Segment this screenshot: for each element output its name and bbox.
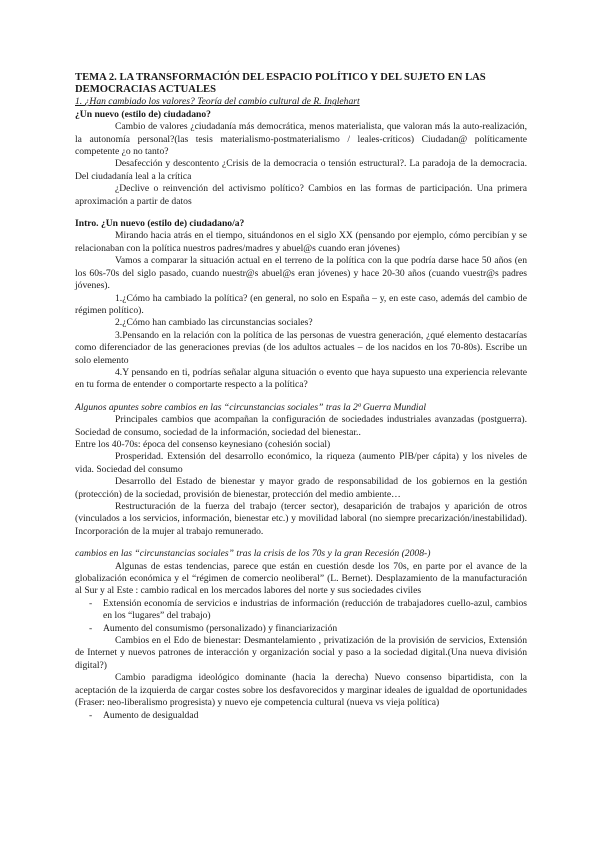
- heading-crisis-changes: cambios en las “circunstancias sociales” tras la crisis de los 70s y la gran Recesión (2008-): [75, 548, 431, 560]
- paragraph-labour-restructuring: Restructuración de la fuerza del trabajo (tercer sector), desaparición de trabajos y aparición de otros (vinculados a los servicios, información, bienestar etc.) y movilidad laboral (no siempre precarización/inestabilidad). Incorporación de la mujer al trabajo remunerado.: [75, 501, 527, 537]
- section-heading-values: 1. ¿Han cambiado los valores? Teoría del cambio cultural de R. Inglehart: [75, 96, 360, 108]
- paragraph-looking-back: Mirando hacia atrás en el tiempo, situándonos en el siglo XX (pensando por ejemplo, cómo percibían y se relacionaban con la política nuestros padres/madres y abuel@s cuando eran jóvenes): [75, 230, 527, 254]
- paragraph-disaffection: Desafección y descontento ¿Crisis de la democracia o tensión estructural?. La paradoja de la democracia. Del ciudadanía leal a la crítica: [75, 158, 527, 182]
- bullet-consumerism: Aumento del consumismo (personalizado) y financiarización: [103, 622, 338, 634]
- bullet-item: [75, 710, 527, 722]
- bullet-dash: -: [89, 622, 93, 634]
- paragraph-compare: Vamos a comparar la situación actual en el terreno de la política con la que podría darse hace 50 años (en los 60s-70s del siglo pasado, cuando nuestr@s abuel@s eran jóvenes) y hace 20-30 años (cuando vuestr@s padres jóvenes).: [75, 255, 527, 292]
- document-page: [75, 72, 527, 722]
- paragraph-activism: ¿Declive o reinvención del activismo político? Cambios en las formas de participación. Una primera aproximación a partir de datos: [75, 183, 527, 207]
- paragraph-value-change: Cambio de valores ¿ciudadanía más democrática, menos materialista, que valoran más la auto-realización, la autonomía personal?(las tesis materialismo-postmaterialismo / leales-críticos) Ciudadan@ políticamente competente ¿o no tanto?: [75, 121, 527, 158]
- bullet-dash: -: [89, 709, 93, 721]
- paragraph-prosperity: Prosperidad. Extensión del desarrollo económico, la riqueza (aumento PIB/per cápita) y los niveles de vida. Sociedad del consumo: [75, 451, 527, 475]
- paragraph-main-changes: Principales cambios que acompañan la configuración de sociedades industriales avanzadas (postguerra). Sociedad de consumo, sociedad de la información, sociedad del bienestar..: [75, 414, 527, 438]
- heading-intro: Intro. ¿Un nuevo (estilo de) ciudadano/a?: [75, 218, 245, 230]
- document-title: TEMA 2. LA TRANSFORMACIÓN DEL ESPACIO POLÍTICO Y DEL SUJETO EN LAS DEMOCRACIAS ACTUALES: [75, 72, 486, 96]
- bullet-inequality: Aumento de desigualdad: [103, 709, 199, 721]
- paragraph-globalization: Algunas de estas tendencias, parece que están en cuestión desde los 70s, en parte por el avance de la globalización económica y el “régimen de comercio neoliberal” (L. Bernet). Desplazamiento de la manufacturación al Sur y al Este : cambio radical en los mercados labores del norte y sus sociedades civiles: [75, 560, 527, 597]
- heading-postwar-changes: Algunos apuntes sobre cambios en las “circunstancias sociales” tras la 2ª Guerra Mundial: [75, 401, 427, 413]
- paragraph-keynesian: Entre los 40-70s: época del consenso keynesiano (cohesión social): [75, 438, 331, 450]
- question-3: 3.Pensando en la relación con la política de las personas de vuestra generación, ¿qué elemento destacarías como diferenciador de las generaciones previas (de los adultos actuales – de los nacidos en los 70-80s). Escribe un solo elemento: [75, 329, 527, 366]
- paragraph-ideological-shift: Cambio paradigma ideológico dominante (hacia la derecha) Nuevo consenso bipartidista, con la aceptación de la izquierda de cargar costes sobre los desfavorecidos y marginar ideales de igualdad de oportunidades (Fraser: neo-liberalismo progresista) y nuevo eje competencia cultural (nueva vs vieja política): [75, 672, 527, 709]
- question-2: 2.¿Cómo han cambiado las circunstancias sociales?: [115, 317, 313, 329]
- heading-new-citizen: ¿Un nuevo (estilo de) ciudadano?: [75, 108, 211, 120]
- question-1: 1.¿Cómo ha cambiado la política? (en general, no solo en España – y, en este caso, además del cambio de régimen político).: [75, 292, 527, 316]
- bullet-services-economy: Extensión economía de servicios e industrias de información (reducción de trabajadores cuello-azul, cambios en los “lugares” del trabajo): [103, 597, 527, 622]
- bullet-item: [75, 598, 527, 623]
- paragraph-welfare-dismantling: Cambios en el Edo de bienestar: Desmantelamiento , privatización de la provisión de servicios, Extensión de Internet y nuevos patrones de interacción y organización social y paso a la sociedad digital.(Una nueva división digital?): [75, 635, 527, 671]
- question-4: 4.Y pensando en ti, podrías señalar alguna situación o evento que haya supuesto una experiencia relevante en tu forma de entender o comportarte respecto a la política?: [75, 366, 527, 391]
- bullet-item: [75, 623, 527, 635]
- paragraph-welfare-state: Desarrollo del Estado de bienestar y mayor grado de responsabilidad de los gobiernos en la gestión (protección) de la sociedad, provisión de bienestar, protección del medio ambiente…: [75, 476, 527, 500]
- bullet-dash: -: [89, 597, 93, 609]
